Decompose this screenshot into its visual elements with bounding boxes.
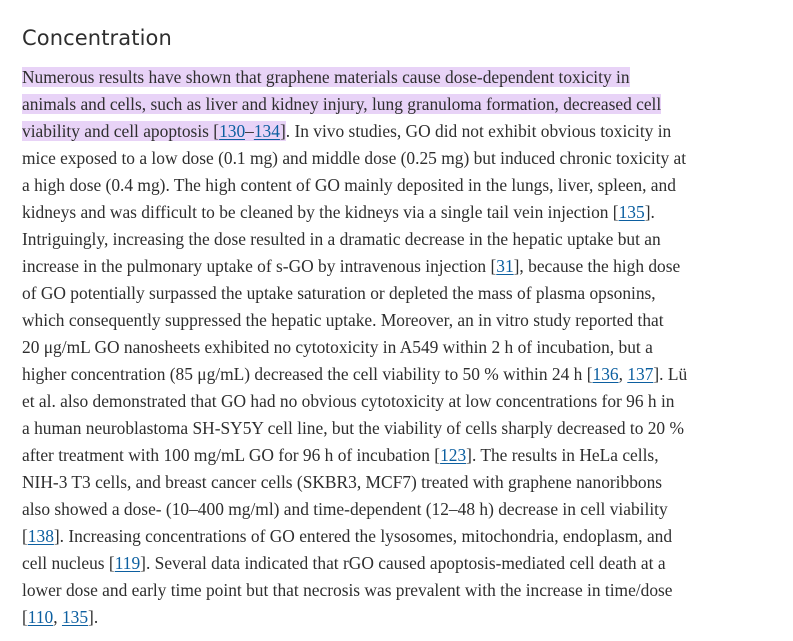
- paragraph-line: [22, 550, 780, 577]
- text-run: ].: [644, 202, 655, 222]
- text-run: ,: [618, 364, 628, 384]
- paragraph-line: [22, 118, 780, 145]
- text-run: after treatment with 100 mg/mL GO for 96 h of incubation [: [22, 445, 441, 465]
- text-run: increase in the pulmonary uptake of s-GO by intravenous injection [: [22, 256, 497, 276]
- paragraph-line: [22, 64, 780, 91]
- citation-link[interactable]: 31: [496, 256, 514, 276]
- text-run: . In vivo studies, GO did not exhibit obvious toxicity in: [285, 121, 672, 141]
- text-run: ]: [279, 121, 286, 141]
- highlighted-text: [22, 67, 630, 87]
- citation-link[interactable]: 130: [219, 121, 246, 141]
- paragraph-line: [22, 496, 780, 523]
- body-paragraph: [22, 64, 780, 631]
- citation-link[interactable]: 123: [440, 445, 467, 465]
- paragraph-line: [22, 145, 780, 172]
- citation-link[interactable]: 137: [627, 364, 654, 384]
- text-run: [: [22, 607, 28, 627]
- text-run: –: [245, 121, 254, 141]
- text-run: a high dose (0.4 mg). The high content of GO mainly deposited in the lungs, liver, spleen, and: [22, 175, 676, 195]
- text-run: which consequently suppressed the hepatic uptake. Moreover, an in vitro study reported that: [22, 310, 664, 330]
- text-run: Numerous results have shown that graphene materials cause dose-dependent toxicity in: [22, 67, 630, 87]
- text-run: ]. Increasing concentrations of GO entered the lysosomes, mitochondria, endoplasm, and: [53, 526, 673, 546]
- text-run: higher concentration (85 μg/mL) decreased the cell viability to 50 % within 24 h [: [22, 364, 593, 384]
- text-run: mice exposed to a low dose (0.1 mg) and middle dose (0.25 mg) but induced chronic toxicity at: [22, 148, 687, 168]
- citation-link[interactable]: 134: [253, 121, 280, 141]
- citation-link[interactable]: 138: [27, 526, 54, 546]
- citation-link[interactable]: 135: [61, 607, 89, 627]
- text-run: of GO potentially surpassed the uptake saturation or depleted the mass of plasma opsonins,: [22, 283, 656, 303]
- highlighted-text: [22, 121, 219, 141]
- paragraph-line: [22, 388, 780, 415]
- paragraph-line: [22, 172, 780, 199]
- citation-link[interactable]: 135: [618, 202, 645, 222]
- concentration-section: [22, 24, 780, 631]
- text-run: Intriguingly, increasing the dose resulted in a dramatic decrease in the hepatic uptake but an: [22, 229, 661, 249]
- text-run: ], because the high dose: [513, 256, 681, 276]
- text-run: animals and cells, such as liver and kidney injury, lung granuloma formation, decreased cell: [22, 94, 662, 114]
- paragraph-line: [22, 577, 780, 604]
- paragraph-line: [22, 604, 780, 631]
- text-run: ,: [53, 607, 62, 627]
- paragraph-line: [22, 307, 780, 334]
- paragraph-line: [22, 226, 780, 253]
- text-run: ].: [88, 607, 99, 627]
- text-run: [: [22, 526, 28, 546]
- text-run: ]. The results in HeLa cells,: [466, 445, 659, 465]
- highlighted-text: [254, 121, 280, 141]
- text-run: a human neuroblastoma SH-SY5Y cell line, but the viability of cells sharply decreased to 20 %: [22, 418, 684, 438]
- paragraph-line: [22, 523, 780, 550]
- citation-link[interactable]: 136: [592, 364, 619, 384]
- highlighted-text: [245, 121, 254, 141]
- text-run: ]. Several data indicated that rGO caused apoptosis-mediated cell death at a: [140, 553, 666, 573]
- highlighted-text: [22, 94, 661, 114]
- text-run: viability and cell apoptosis [: [22, 121, 220, 141]
- text-run: lower dose and early time point but that necrosis was prevalent with the increase in time/dose: [22, 580, 673, 600]
- paragraph-line: [22, 91, 780, 118]
- text-run: et al. also demonstrated that GO had no obvious cytotoxicity at low concentrations for 96 h in: [22, 391, 675, 411]
- paragraph-line: [22, 280, 780, 307]
- citation-link[interactable]: 119: [114, 553, 141, 573]
- paragraph-line: [22, 469, 780, 496]
- highlighted-text: [219, 121, 245, 141]
- paragraph-line: [22, 253, 780, 280]
- paragraph-line: [22, 442, 780, 469]
- text-run: ]. Lü: [653, 364, 688, 384]
- text-run: 20 μg/mL GO nanosheets exhibited no cytotoxicity in A549 within 2 h of incubation, but a: [22, 337, 653, 357]
- paragraph-line: [22, 199, 780, 226]
- section-heading: Concentration: [22, 26, 172, 50]
- paragraph-line: [22, 334, 780, 361]
- paragraph-line: [22, 361, 780, 388]
- text-run: cell nucleus [: [22, 553, 115, 573]
- text-run: NIH-3 T3 cells, and breast cancer cells (SKBR3, MCF7) treated with graphene nanoribbons: [22, 472, 663, 492]
- citation-link[interactable]: 110: [27, 607, 54, 627]
- paragraph-line: [22, 415, 780, 442]
- text-run: kidneys and was difficult to be cleaned by the kidneys via a single tail vein injection [: [22, 202, 619, 222]
- text-run: also showed a dose- (10–400 mg/ml) and time-dependent (12–48 h) decrease in cell viability: [22, 499, 668, 519]
